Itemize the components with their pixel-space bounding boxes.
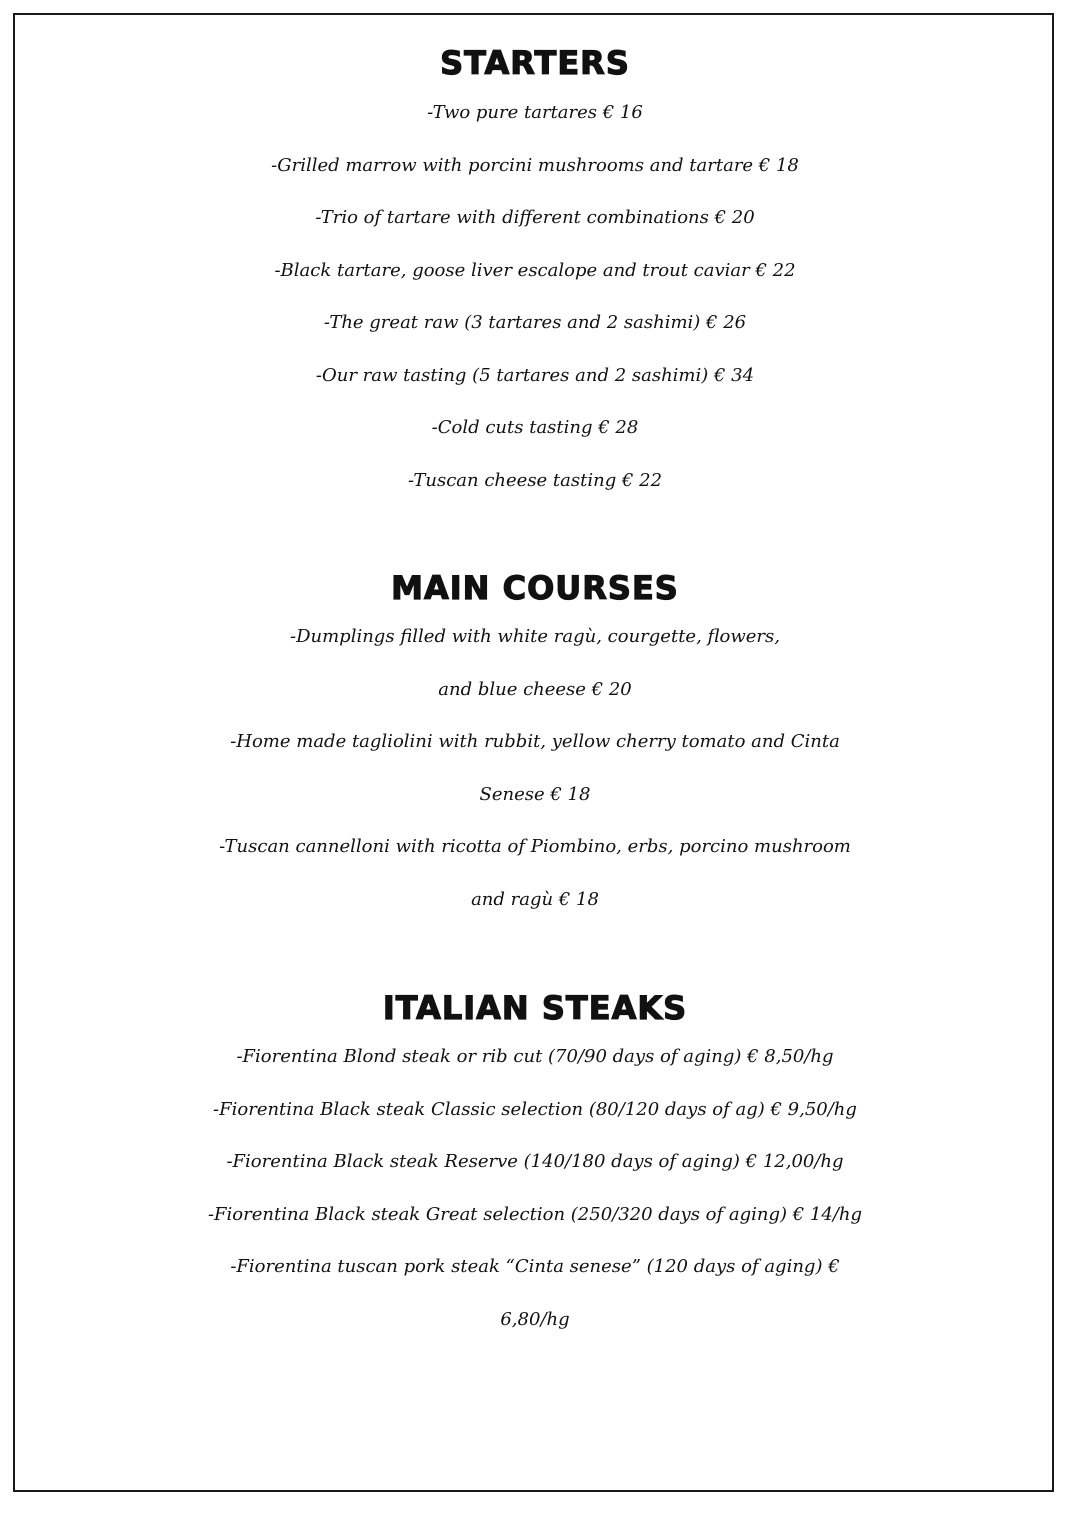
italian-steaks-section (0, 985, 1070, 1346)
starter-item: -Tuscan cheese tasting € 22 (407, 469, 663, 491)
starter-item: -Our raw tasting (5 tartares and 2 sashimi) € 34 (315, 364, 755, 386)
starter-item: -Trio of tartare with different combinations € 20 (315, 207, 755, 228)
steak-line: -Fiorentina tuscan pork steak “Cinta senese” (120 days of aging) € (230, 1256, 840, 1277)
starters-title: STARTERS (440, 44, 630, 82)
steak-line: -Fiorentina Black steak Classic selection (80/120 days of ag) € 9,50/hg (213, 1098, 857, 1120)
main-courses-section (0, 565, 1070, 926)
main-course-line: and ragù € 18 (471, 888, 599, 910)
italian-steaks-title: ITALIAN STEAKS (382, 989, 688, 1027)
main-courses-title: MAIN COURSES (391, 569, 679, 607)
starter-item: -Black tartare, goose liver escalope and trout caviar € 22 (274, 259, 796, 281)
starters-section (0, 40, 1070, 507)
steak-line: 6,80/hg (500, 1308, 570, 1330)
starter-item: -Cold cuts tasting € 28 (431, 417, 639, 438)
starter-item: -Grilled marrow with porcini mushrooms and tartare € 18 (271, 154, 799, 176)
main-course-line: and blue cheese € 20 (438, 678, 632, 700)
steak-line: -Fiorentina Black steak Great selection (250/320 days of aging) € 14/hg (207, 1203, 863, 1225)
main-course-line: -Home made tagliolini with rubbit, yellow cherry tomato and Cinta (230, 731, 840, 752)
steak-line: -Fiorentina Black steak Reserve (140/180 days of aging) € 12,00/hg (226, 1151, 844, 1172)
starter-item: -The great raw (3 tartares and 2 sashimi) € 26 (323, 312, 747, 333)
main-course-line: -Dumplings filled with white ragù, courgette, flowers, (290, 626, 780, 647)
main-course-line: -Tuscan cannelloni with ricotta of Piombino, erbs, porcino mushroom (219, 836, 851, 857)
steak-line: -Fiorentina Blond steak or rib cut (70/90 days of aging) € 8,50/hg (236, 1046, 834, 1067)
main-course-line: Senese € 18 (479, 783, 591, 805)
starter-item: -Two pure tartares € 16 (427, 102, 643, 123)
